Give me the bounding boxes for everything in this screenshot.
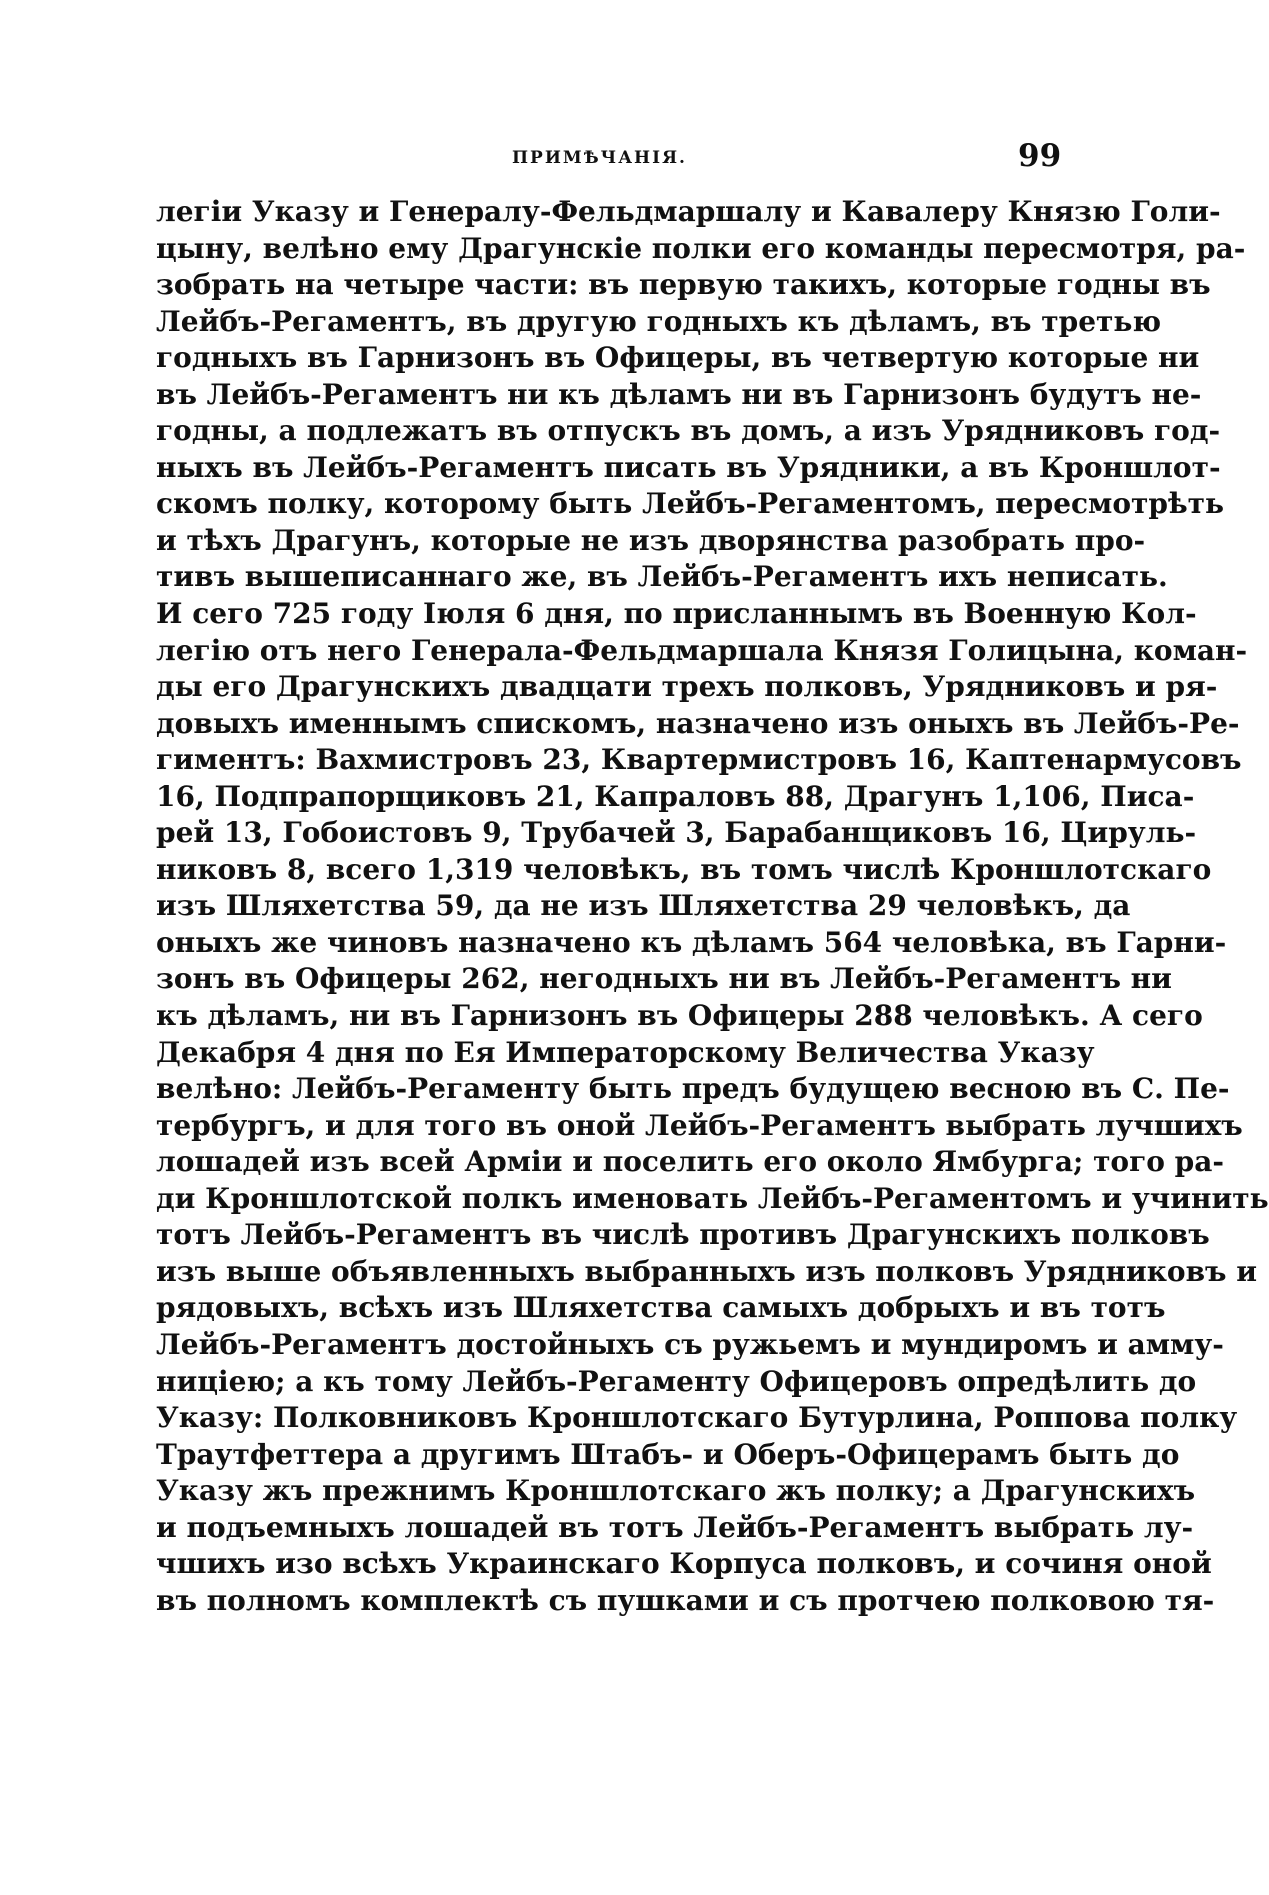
text-line: годныхъ въ Гарнизонъ въ Офицеры, въ четвертую которые ни bbox=[156, 341, 1200, 375]
text-line: и тѣхъ Драгунъ, которые не изъ дворянства разобрать про- bbox=[156, 523, 1146, 557]
body-text bbox=[156, 194, 1269, 1619]
text-line: довыхъ именнымъ спискомъ, назначено изъ оныхъ въ Лейбъ-Ре- bbox=[156, 706, 1240, 740]
text-line: Указу жъ прежнимъ Кроншлотскаго жъ полку; а Драгунскихъ bbox=[156, 1474, 1196, 1508]
text-line: никовъ 8, всего 1,319 человѣкъ, въ томъ числѣ Кроншлотскаго bbox=[156, 852, 1212, 886]
text-line: ды его Драгунскихъ двадцати трехъ полковъ, Урядниковъ и ря- bbox=[156, 670, 1218, 704]
text-line: тивъ вышеписаннаго же, въ Лейбъ-Регаментъ ихъ неписать. bbox=[156, 560, 1168, 594]
text-line: цыну, велѣно ему Драгунскіе полки его команды пересмотря, ра- bbox=[156, 231, 1246, 265]
text-line: и подъемныхъ лошадей въ тотъ Лейбъ-Регаментъ выбрать лу- bbox=[156, 1510, 1194, 1544]
text-line: Указу: Полковниковъ Кроншлотскаго Бутурлина, Роппова полку bbox=[156, 1401, 1238, 1435]
text-line: зобрать на четыре части: въ первую такихъ, которые годны въ bbox=[156, 268, 1211, 302]
text-line: тербургъ, и для того въ оной Лейбъ-Регаментъ выбрать лучшихъ bbox=[156, 1108, 1243, 1142]
text-line: въ полномъ комплектѣ съ пушками и съ протчею полковою тя- bbox=[156, 1583, 1215, 1617]
text-line: рядовыхъ, всѣхъ изъ Шляхетства самыхъ добрыхъ и въ тотъ bbox=[156, 1291, 1166, 1325]
text-line: 16, Подпрапорщиковъ 21, Капраловъ 88, Драгунъ 1,106, Писа- bbox=[156, 779, 1195, 813]
text-line: лошадей изъ всей Арміи и поселить его около Ямбурга; того ра- bbox=[156, 1145, 1225, 1179]
text-line: зонъ въ Офицеры 262, негодныхъ ни въ Лейбъ-Регаментъ ни bbox=[156, 962, 1172, 996]
text-line: тотъ Лейбъ-Регаментъ въ числѣ противъ Драгунскихъ полковъ bbox=[156, 1218, 1210, 1252]
text-line: Декабря 4 дня по Ея Императорскому Величества Указу bbox=[156, 1035, 1095, 1069]
text-line: велѣно: Лейбъ-Регаменту быть предъ будущею весною въ С. Пе- bbox=[156, 1072, 1230, 1106]
text-line: Траутфеттера а другимъ Штабъ- и Оберъ-Офицерамъ быть до bbox=[156, 1437, 1180, 1471]
text-line: изъ Шляхетства 59, да не изъ Шляхетства 29 человѣкъ, да bbox=[156, 889, 1131, 923]
text-line: гиментъ: Вахмистровъ 23, Квартермистровъ 16, Каптенармусовъ bbox=[156, 743, 1242, 777]
text-line: оныхъ же чиновъ назначено къ дѣламъ 564 человѣка, въ Гарни- bbox=[156, 925, 1227, 959]
text-line: И сего 725 году Іюля 6 дня, по присланнымъ въ Военную Кол- bbox=[156, 597, 1197, 631]
text-line: къ дѣламъ, ни въ Гарнизонъ въ Офицеры 288 человѣкъ. А сего bbox=[156, 999, 1203, 1033]
text-line: ныхъ въ Лейбъ-Регаментъ писать въ Урядники, а въ Кроншлот- bbox=[156, 450, 1221, 484]
running-title: ПРИМѢЧАНІЯ. bbox=[512, 148, 687, 168]
text-line: изъ выше объявленныхъ выбранныхъ изъ полковъ Урядниковъ и bbox=[156, 1254, 1258, 1288]
text-line: ниціею; а къ тому Лейбъ-Регаменту Офицеровъ опредѣлить до bbox=[156, 1364, 1197, 1398]
text-line: въ Лейбъ-Регаментъ ни къ дѣламъ ни въ Гарнизонъ будутъ не- bbox=[156, 377, 1202, 411]
text-line: рей 13, Гобоистовъ 9, Трубачей 3, Барабанщиковъ 16, Цируль- bbox=[156, 816, 1197, 850]
text-line: Лейбъ-Регаментъ, въ другую годныхъ къ дѣламъ, въ третью bbox=[156, 304, 1162, 338]
text-line: скомъ полку, которому быть Лейбъ-Регаментомъ, пересмотрѣть bbox=[156, 487, 1225, 521]
text-line: Лейбъ-Регаментъ достойныхъ съ ружьемъ и мундиромъ и амму- bbox=[156, 1327, 1224, 1361]
text-line: легію отъ него Генерала-Фельдмаршала Князя Голицына, коман- bbox=[156, 633, 1248, 667]
text-line: легіи Указу и Генералу-Фельдмаршалу и Кавалеру Князю Голи- bbox=[156, 195, 1221, 228]
text-line: чшихъ изо всѣхъ Украинскаго Корпуса полковъ, и сочиня оной bbox=[156, 1547, 1212, 1581]
text-line: годны, а подлежатъ въ отпускъ въ домъ, а изъ Урядниковъ год- bbox=[156, 414, 1221, 448]
text-line: ди Кроншлотской полкъ именовать Лейбъ-Регаментомъ и учинить bbox=[156, 1181, 1269, 1215]
page-number: 99 bbox=[1018, 138, 1062, 174]
